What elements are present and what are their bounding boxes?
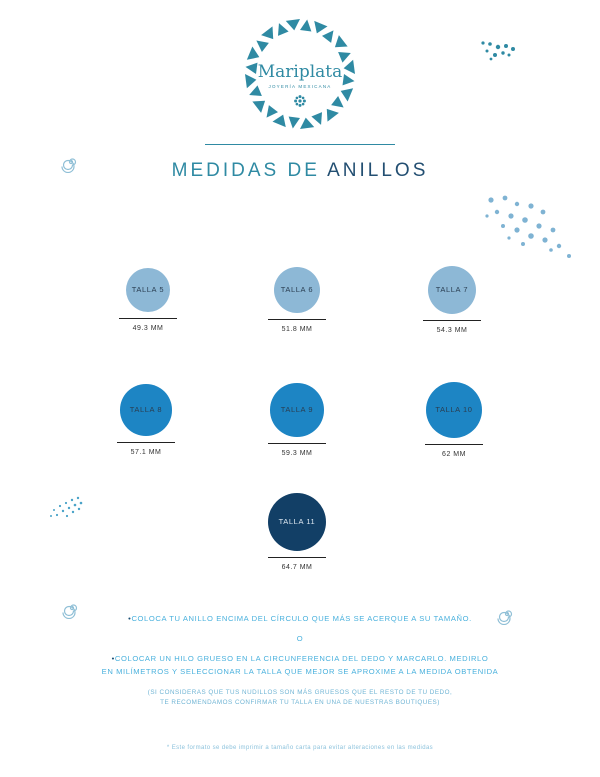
ring-size-label: TALLA 5: [131, 285, 165, 295]
dots-decoration-icon: [48, 495, 86, 519]
logo-triangle: [273, 115, 286, 127]
ring-baseline: [117, 442, 175, 443]
ring-baseline: [425, 444, 483, 445]
logo-triangle: [261, 26, 273, 39]
ring-size-circle: [270, 383, 323, 436]
ring-size-circle: [126, 268, 170, 312]
ring-size-label: TALLA 10: [435, 405, 473, 415]
ring-size-circle: [274, 267, 321, 314]
ring-size-label: TALLA 9: [280, 405, 314, 415]
ring-size-label: TALLA 6: [280, 285, 314, 295]
logo-triangle: [300, 118, 314, 129]
title-bold: ANILLOS: [327, 160, 429, 181]
ring-measure: 49.3 MM: [132, 325, 164, 333]
header-divider: [205, 144, 395, 145]
ring-size-label: TALLA 11: [278, 517, 316, 527]
dots-decoration-icon: [483, 190, 575, 262]
logo-triangle: [247, 47, 259, 60]
brand-tagline: JOYERÍA MEXICANA: [268, 84, 332, 89]
ring-measure: 59.3 MM: [281, 449, 313, 457]
ring-baseline: [268, 443, 326, 444]
ring-baseline: [423, 320, 481, 321]
logo-triangle: [252, 101, 265, 113]
logo-triangle: [327, 109, 339, 122]
ring-baseline: [268, 319, 326, 320]
ring-size-circle: [268, 493, 326, 551]
ring-size-circle: [428, 266, 477, 315]
logo-triangle: [286, 19, 300, 30]
instruction-separator: O: [296, 634, 304, 643]
ring-measure: 54.3 MM: [436, 327, 468, 335]
instruction-note: (SI CONSIDERAS QUE TUS NUDILLOS SON MÁS GRUESOS QUE EL RESTO DE TU DEDO, TE RECOMENDAMOS CONFIRMAR TU TALLA EN UNA DE NUESTRAS BOUTIQUES): [147, 689, 453, 706]
bullet-icon: •: [128, 614, 132, 623]
brand-name: Mariplata: [257, 62, 343, 82]
logo-triangle: [289, 117, 300, 129]
ring-size-label: TALLA 8: [129, 405, 163, 415]
ring-baseline: [119, 318, 177, 319]
swirl-icon: [60, 151, 82, 173]
ring-measure: 62 MM: [442, 451, 466, 459]
ring-size-label: TALLA 7: [435, 285, 469, 295]
brand-logo: [244, 18, 356, 130]
logo-triangle: [335, 35, 348, 47]
flower-icon: [293, 94, 307, 108]
logo-triangle: [341, 88, 353, 101]
ring-measure: 64.7 MM: [281, 564, 313, 572]
title-light: MEDIDAS DE: [171, 160, 320, 181]
instruction-step-1: •COLOCA TU ANILLO ENCIMA DEL CÍRCULO QUE MÁS SE ACERQUE A SU TAMAÑO.: [128, 614, 472, 623]
logo-triangle: [300, 19, 311, 31]
dots-decoration-icon: [478, 38, 522, 64]
ring-measure: 51.8 MM: [281, 326, 313, 334]
page-title: [0, 160, 600, 182]
instruction-step-2: •COLOCAR UN HILO GRUESO EN LA CIRCUNFERENCIA DEL DEDO Y MARCARLO. MEDIRLO EN MILÍMETROS Y SELECCIONAR LA TALLA QUE MEJOR SE APROXIME A LA MEDIDA OBTENIDA: [101, 654, 499, 676]
logo-triangle: [314, 21, 327, 33]
bullet-icon: •: [111, 654, 115, 663]
ring-baseline: [268, 557, 326, 558]
ring-size-circle: [426, 382, 482, 438]
print-footnote: * Este formato se debe imprimir a tamaño carta para evitar alteraciones en las medidas: [166, 745, 434, 751]
ring-size-circle: [120, 384, 172, 436]
ring-measure: 57.1 MM: [130, 448, 162, 456]
